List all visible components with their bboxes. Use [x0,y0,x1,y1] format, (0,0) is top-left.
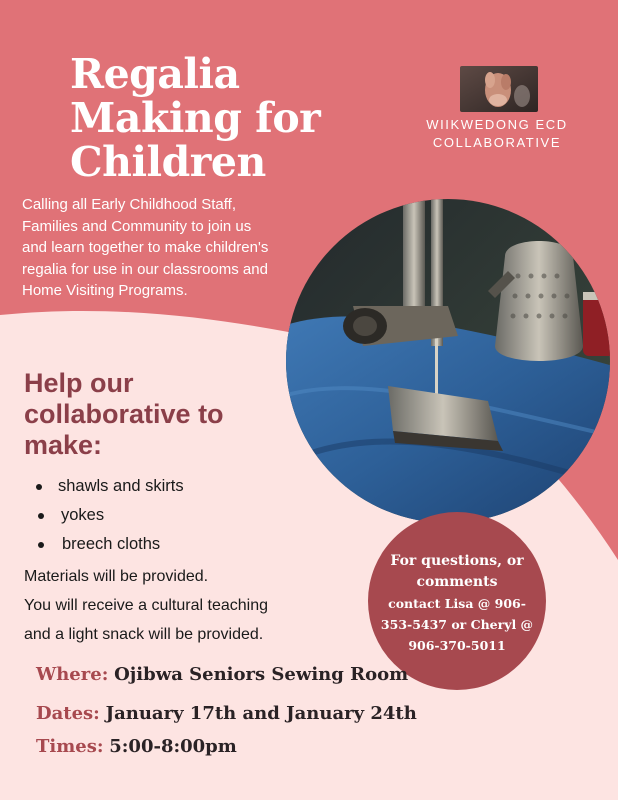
where-value: Ojibwa Seniors Sewing Room [114,664,409,685]
organization-name-line: WIIKWEDONG ECD [426,117,568,132]
organization-name [392,116,602,152]
organization-name-line: COLLABORATIVE [432,135,562,150]
contact-line: 353-5437 or Cheryl @ [380,616,534,632]
times-label: Times: [36,736,104,757]
help-heading [24,368,284,461]
list-item-label: shawls and skirts [58,477,184,495]
intro-line: Families and Community to join us [22,217,252,235]
intro-line: Calling all Early Childhood Staff, [22,196,237,213]
flyer-title [70,52,340,184]
event-times [36,736,237,757]
item-list [36,472,184,559]
contact-heading-line: For questions, or [390,552,524,569]
details-line: You will receive a cultural teaching [24,597,268,614]
list-item-label: yokes [61,506,105,524]
title-line: Making for [70,94,321,142]
event-location [36,664,408,685]
bullet-icon [36,484,42,490]
list-item-label: breech cloths [62,535,161,553]
intro-line: Home Visiting Programs. [22,282,188,299]
organization-logo [460,66,538,112]
intro-line: regalia for use in our classrooms and [22,260,268,278]
bullet-icon [38,542,44,548]
list-item [36,472,184,501]
dates-value: January 17th and January 24th [105,703,417,724]
contact-line: contact Lisa @ 906- [388,595,526,611]
where-label: Where: [36,664,109,685]
list-item [36,530,184,559]
details-line: Materials will be provided. [24,568,209,585]
list-item [36,501,184,530]
intro-line: and learn together to make children's [22,239,269,256]
help-heading-line: collaborative to [24,399,224,429]
contact-line: 906-370-5011 [408,637,506,653]
details-text [24,562,364,649]
help-heading-line: Help our [24,368,134,398]
contact-heading-line: comments [416,573,498,590]
sewing-machine-photo [283,196,613,526]
dates-label: Dates: [36,703,100,724]
help-heading-line: make: [24,430,103,460]
bullet-icon [38,513,44,519]
times-value: 5:00-8:00pm [109,736,237,757]
event-dates [36,703,417,724]
details-line: and a light snack will be provided. [24,626,264,643]
title-line: Regalia [70,50,240,98]
title-line: Children [70,138,266,186]
